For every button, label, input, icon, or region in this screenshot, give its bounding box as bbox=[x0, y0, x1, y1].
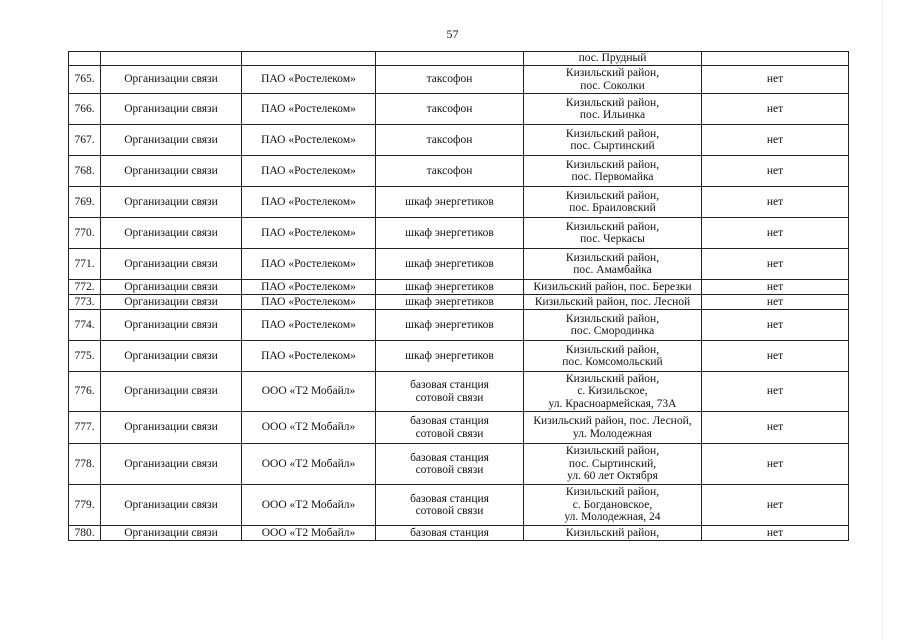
cell-owner: ПАО «Ростелеком» bbox=[242, 187, 376, 218]
cell-object: базовая станция сотовой связи bbox=[376, 444, 524, 485]
table-row bbox=[69, 66, 849, 94]
cell-category bbox=[101, 52, 242, 66]
cell-number: 776. bbox=[69, 372, 101, 412]
cell-number: 767. bbox=[69, 125, 101, 156]
cell-status: нет bbox=[702, 310, 849, 341]
cell-status: нет bbox=[702, 125, 849, 156]
cell-object: базовая станция bbox=[376, 526, 524, 541]
cell-status: нет bbox=[702, 412, 849, 444]
cell-number: 780. bbox=[69, 526, 101, 541]
cell-status: нет bbox=[702, 526, 849, 541]
cell-number: 779. bbox=[69, 485, 101, 526]
cell-location: Кизильский район, пос. Амамбайка bbox=[524, 249, 702, 280]
cell-object: шкаф энергетиков bbox=[376, 295, 524, 310]
cell-object: таксофон bbox=[376, 156, 524, 187]
cell-status: нет bbox=[702, 218, 849, 249]
cell-location: Кизильский район, пос. Сыртинский, ул. 60 лет Октября bbox=[524, 444, 702, 485]
table-row bbox=[69, 372, 849, 412]
cell-object: шкаф энергетиков bbox=[376, 280, 524, 295]
cell-owner: ООО «Т2 Мобайл» bbox=[242, 485, 376, 526]
cell-owner: ПАО «Ростелеком» bbox=[242, 295, 376, 310]
cell-status: нет bbox=[702, 295, 849, 310]
table-row bbox=[69, 156, 849, 187]
cell-object bbox=[376, 52, 524, 66]
cell-location: Кизильский район, пос. Сыртинский bbox=[524, 125, 702, 156]
cell-category: Организации связи bbox=[101, 485, 242, 526]
page-number: 57 bbox=[446, 27, 459, 41]
cell-location: Кизильский район, пос. Лесной bbox=[524, 295, 702, 310]
cell-number: 765. bbox=[69, 66, 101, 94]
cell-object: шкаф энергетиков bbox=[376, 310, 524, 341]
table-row bbox=[69, 310, 849, 341]
registry-table bbox=[68, 51, 849, 541]
cell-object: шкаф энергетиков bbox=[376, 249, 524, 280]
cell-owner: ПАО «Ростелеком» bbox=[242, 280, 376, 295]
cell-status: нет bbox=[702, 249, 849, 280]
cell-object: шкаф энергетиков bbox=[376, 187, 524, 218]
cell-status: нет bbox=[702, 66, 849, 94]
cell-location: пос. Прудный bbox=[524, 52, 702, 66]
cell-number: 773. bbox=[69, 295, 101, 310]
cell-object: шкаф энергетиков bbox=[376, 341, 524, 372]
registry-table-body bbox=[69, 52, 849, 541]
cell-owner: ПАО «Ростелеком» bbox=[242, 125, 376, 156]
table-row bbox=[69, 412, 849, 444]
cell-location: Кизильский район, пос. Соколки bbox=[524, 66, 702, 94]
table-row bbox=[69, 125, 849, 156]
cell-category: Организации связи bbox=[101, 66, 242, 94]
cell-location: Кизильский район, с. Богдановское, ул. Молодежная, 24 bbox=[524, 485, 702, 526]
cell-status: нет bbox=[702, 372, 849, 412]
cell-number: 768. bbox=[69, 156, 101, 187]
cell-owner: ПАО «Ростелеком» bbox=[242, 249, 376, 280]
cell-number: 771. bbox=[69, 249, 101, 280]
cell-owner: ПАО «Ростелеком» bbox=[242, 156, 376, 187]
cell-category: Организации связи bbox=[101, 310, 242, 341]
cell-location: Кизильский район, bbox=[524, 526, 702, 541]
cell-category: Организации связи bbox=[101, 412, 242, 444]
table-row bbox=[69, 249, 849, 280]
cell-status: нет bbox=[702, 94, 849, 125]
table-row bbox=[69, 341, 849, 372]
cell-owner: ПАО «Ростелеком» bbox=[242, 341, 376, 372]
table-row bbox=[69, 280, 849, 295]
cell-location: Кизильский район, пос. Комсомольский bbox=[524, 341, 702, 372]
cell-number: 772. bbox=[69, 280, 101, 295]
cell-object: таксофон bbox=[376, 66, 524, 94]
cell-category: Организации связи bbox=[101, 187, 242, 218]
cell-location: Кизильский район, пос. Березки bbox=[524, 280, 702, 295]
cell-category: Организации связи bbox=[101, 444, 242, 485]
table-row bbox=[69, 187, 849, 218]
table-row bbox=[69, 526, 849, 541]
cell-category: Организации связи bbox=[101, 526, 242, 541]
cell-location: Кизильский район, пос. Браиловский bbox=[524, 187, 702, 218]
table-row bbox=[69, 485, 849, 526]
cell-object: базовая станция сотовой связи bbox=[376, 412, 524, 444]
cell-number: 770. bbox=[69, 218, 101, 249]
table-row bbox=[69, 94, 849, 125]
cell-status: нет bbox=[702, 341, 849, 372]
cell-status: нет bbox=[702, 280, 849, 295]
cell-category: Организации связи bbox=[101, 94, 242, 125]
cell-category: Организации связи bbox=[101, 341, 242, 372]
cell-number: 777. bbox=[69, 412, 101, 444]
cell-status: нет bbox=[702, 187, 849, 218]
cell-status: нет bbox=[702, 156, 849, 187]
table-row bbox=[69, 295, 849, 310]
cell-owner: ПАО «Ростелеком» bbox=[242, 218, 376, 249]
cell-owner: ООО «Т2 Мобайл» bbox=[242, 372, 376, 412]
table-row-continuation bbox=[69, 52, 849, 66]
cell-number bbox=[69, 52, 101, 66]
cell-owner: ПАО «Ростелеком» bbox=[242, 66, 376, 94]
cell-category: Организации связи bbox=[101, 156, 242, 187]
cell-category: Организации связи bbox=[101, 372, 242, 412]
cell-location: Кизильский район, пос. Ильинка bbox=[524, 94, 702, 125]
cell-object: базовая станция сотовой связи bbox=[376, 485, 524, 526]
cell-status: нет bbox=[702, 485, 849, 526]
cell-owner: ООО «Т2 Мобайл» bbox=[242, 444, 376, 485]
cell-number: 775. bbox=[69, 341, 101, 372]
cell-object: таксофон bbox=[376, 125, 524, 156]
cell-category: Организации связи bbox=[101, 218, 242, 249]
cell-location: Кизильский район, пос. Смородинка bbox=[524, 310, 702, 341]
cell-category: Организации связи bbox=[101, 125, 242, 156]
cell-category: Организации связи bbox=[101, 280, 242, 295]
cell-owner: ООО «Т2 Мобайл» bbox=[242, 526, 376, 541]
cell-location: Кизильский район, пос. Лесной, ул. Молодежная bbox=[524, 412, 702, 444]
cell-number: 774. bbox=[69, 310, 101, 341]
cell-object: таксофон bbox=[376, 94, 524, 125]
cell-owner: ПАО «Ростелеком» bbox=[242, 94, 376, 125]
cell-status bbox=[702, 52, 849, 66]
cell-object: шкаф энергетиков bbox=[376, 218, 524, 249]
cell-category: Организации связи bbox=[101, 249, 242, 280]
cell-owner: ООО «Т2 Мобайл» bbox=[242, 412, 376, 444]
cell-number: 766. bbox=[69, 94, 101, 125]
cell-number: 778. bbox=[69, 444, 101, 485]
cell-object: базовая станция сотовой связи bbox=[376, 372, 524, 412]
cell-status: нет bbox=[702, 444, 849, 485]
cell-location: Кизильский район, с. Кизильское, ул. Красноармейская, 73А bbox=[524, 372, 702, 412]
table-row bbox=[69, 444, 849, 485]
cell-owner bbox=[242, 52, 376, 66]
cell-owner: ПАО «Ростелеком» bbox=[242, 310, 376, 341]
cell-location: Кизильский район, пос. Первомайка bbox=[524, 156, 702, 187]
cell-number: 769. bbox=[69, 187, 101, 218]
scan-edge-line bbox=[882, 0, 883, 640]
cell-category: Организации связи bbox=[101, 295, 242, 310]
table-row bbox=[69, 218, 849, 249]
cell-location: Кизильский район, пос. Черкасы bbox=[524, 218, 702, 249]
